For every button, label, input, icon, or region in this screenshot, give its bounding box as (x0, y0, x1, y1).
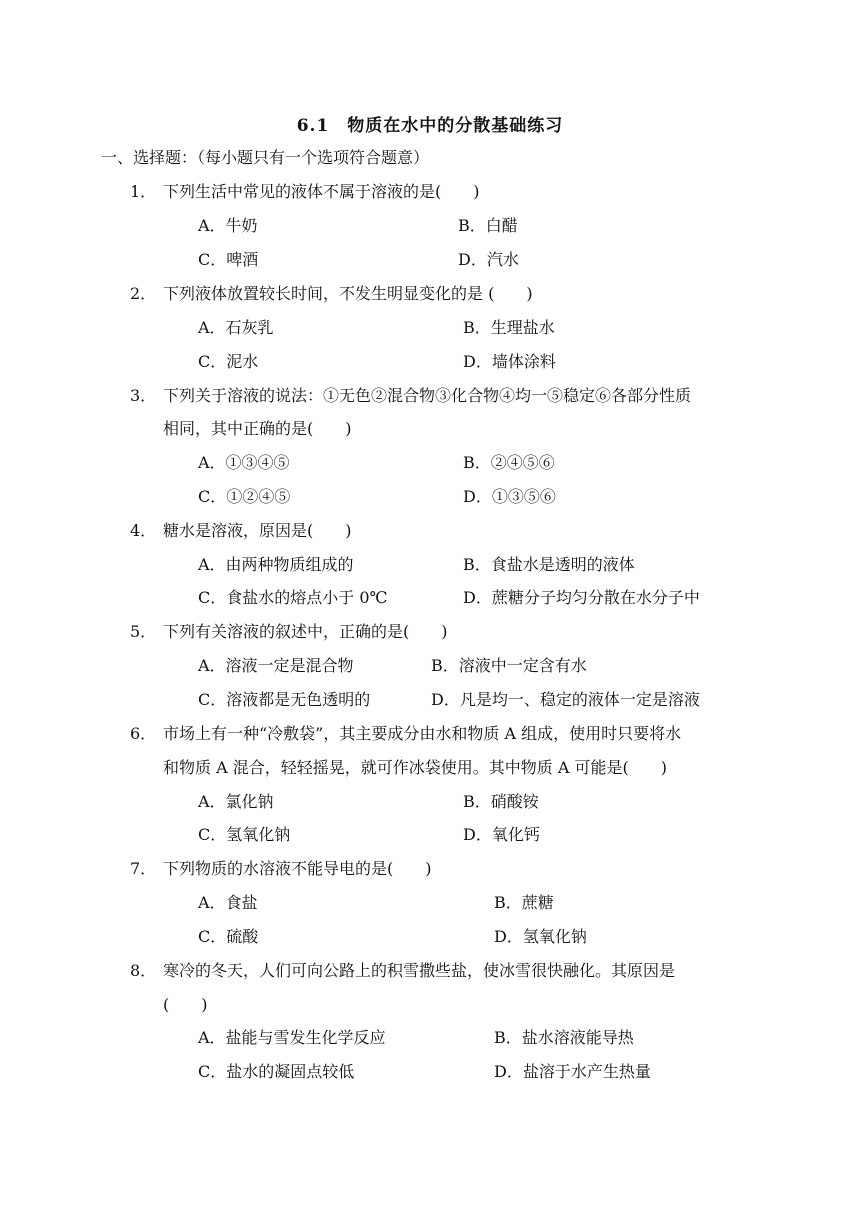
option-d: D．凡是均一、稳定的液体一定是溶液 (431, 690, 700, 709)
option-c: C．泥水 (198, 352, 259, 371)
option-b: B．溶液中一定含有水 (431, 656, 587, 675)
option-d: D．墙体涂料 (463, 352, 556, 371)
option-a: A．氯化钠 (198, 792, 274, 811)
question-number: 3． (130, 386, 157, 405)
option-c: C．溶液都是无色透明的 (198, 690, 371, 709)
option-b: B．硝酸铵 (463, 792, 539, 811)
question-text-continued: 相同，其中正确的是( ) (163, 419, 352, 438)
option-d: D．汽水 (458, 250, 519, 269)
option-b: B．生理盐水 (463, 318, 555, 337)
question-number: 8． (130, 961, 157, 980)
option-b: B．盐水溶液能导热 (494, 1028, 634, 1047)
question-number: 5． (130, 622, 157, 641)
option-c: C．盐水的凝固点较低 (198, 1062, 355, 1081)
option-b: B．白醋 (458, 216, 518, 235)
question-number: 4． (130, 521, 157, 540)
option-a: A．由两种物质组成的 (198, 555, 354, 574)
option-d: D．氢氧化钠 (494, 927, 587, 946)
option-a: A．溶液一定是混合物 (198, 656, 354, 675)
question-text: 下列关于溶液的说法：①无色②混合物③化合物④均一⑤稳定⑥各部分性质 (163, 386, 692, 405)
question-text-continued: 和物质 A 混合，轻轻摇晃，就可作冰袋使用。其中物质 A 可能是( ) (163, 758, 667, 777)
question-text: 下列液体放置较长时间，不发生明显变化的是 ( ) (163, 284, 533, 303)
option-a: A．盐能与雪发生化学反应 (198, 1028, 386, 1047)
option-d: D．氧化钙 (463, 825, 540, 844)
question-text: 下列物质的水溶液不能导电的是( ) (163, 859, 432, 878)
option-c: C．硫酸 (198, 927, 259, 946)
question-text: 寒冷的冬天，人们可向公路上的积雪撒些盐，使冰雪很快融化。其原因是 (163, 961, 676, 980)
option-d: D．①③⑤⑥ (463, 487, 556, 506)
option-a: A．牛奶 (198, 216, 258, 235)
question-number: 6． (130, 724, 157, 743)
page-title: 6.1 物质在水中的分散基础练习 (296, 116, 564, 136)
option-c: C．啤酒 (198, 250, 259, 269)
option-d: D．盐溶于水产生热量 (494, 1062, 651, 1081)
question-text: 下列有关溶液的叙述中，正确的是( ) (163, 622, 448, 641)
option-c: C．食盐水的熔点小于 0℃ (198, 588, 388, 607)
option-a: A．石灰乳 (198, 318, 274, 337)
option-d: D．蔗糖分子均匀分散在水分子中 (463, 588, 700, 607)
question-number: 7． (130, 859, 157, 878)
option-b: B．食盐水是透明的液体 (463, 555, 635, 574)
option-c: C．①②④⑤ (198, 487, 291, 506)
question-text: 下列生活中常见的液体不属于溶液的是( ) (163, 182, 480, 201)
option-b: B．②④⑤⑥ (463, 453, 555, 472)
question-number: 2． (130, 284, 157, 303)
question-text-continued: ( ) (163, 995, 208, 1014)
question-text: 市场上有一种“冷敷袋”，其主要成分由水和物质 A 组成，使用时只要将水 (163, 724, 682, 743)
option-c: C．氢氧化钠 (198, 825, 291, 844)
option-b: B．蔗糖 (494, 893, 554, 912)
option-a: A．①③④⑤ (198, 453, 290, 472)
question-text: 糖水是溶液，原因是( ) (163, 521, 352, 540)
section-heading: 一、选择题：（每小题只有一个选项符合题意） (101, 148, 430, 167)
question-number: 1． (130, 182, 157, 201)
option-a: A．食盐 (198, 893, 258, 912)
